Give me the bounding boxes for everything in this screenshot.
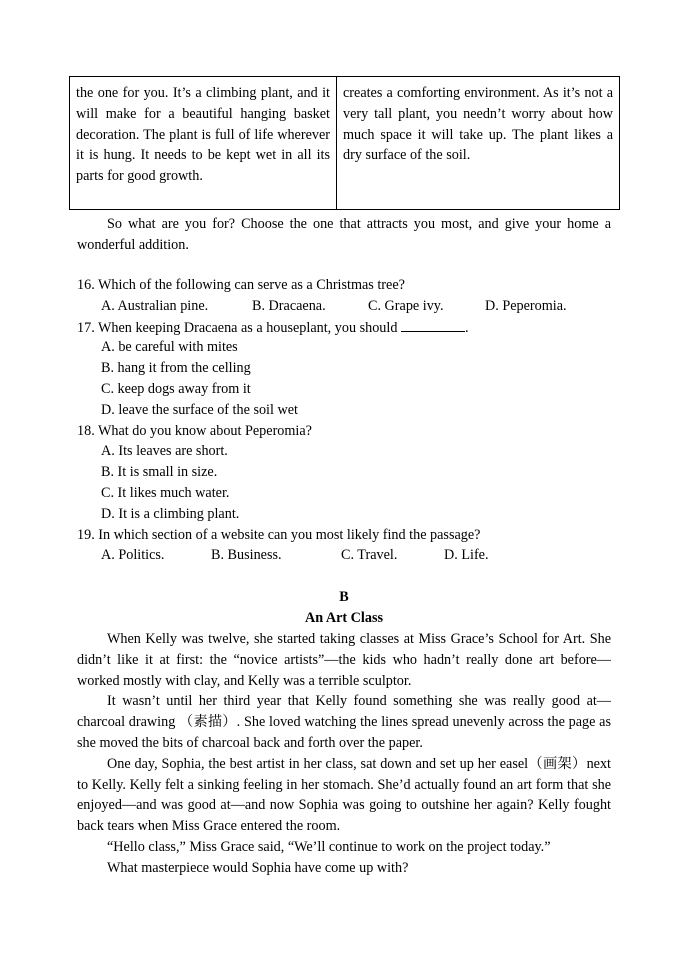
question-18-option-a: A. Its leaves are short.	[101, 443, 228, 460]
question-17-option-b: B. hang it from the celling	[101, 360, 251, 377]
question-17-stem-end: .	[465, 319, 469, 336]
question-16-option-c: C. Grape ivy.	[368, 297, 444, 314]
question-19-option-d: D. Life.	[444, 547, 489, 564]
question-16-stem: 16. Which of the following can serve as a Christmas tree?	[77, 277, 405, 293]
question-17-option-d: D. leave the surface of the soil wet	[101, 401, 298, 418]
story-paragraph: One day, Sophia, the best artist in her class, sat down and set up her easel（画架）next to Kelly. Kelly felt a sinking feeling in her stomach. She’d actually found an art form that she enjoyed—and was good at—and now Sophia was going to outshine her again? Kelly fought back tears when Miss Grace entered the room.	[77, 755, 611, 835]
story-paragraph: When Kelly was twelve, she started taking classes at Miss Grace’s School for Art. She didn’t like it at first: the “novice artists”—the kids who hadn’t really done art before—worked mostly with clay, and Kelly was a terrible sculptor.	[77, 631, 611, 689]
question-18-option-c: C. It likes much water.	[101, 484, 230, 501]
table-cell-left	[70, 77, 337, 209]
story-paragraph: What masterpiece would Sophia have come up with?	[107, 859, 409, 876]
question-16-option-b: B. Dracaena.	[252, 297, 326, 314]
question-19-options	[101, 545, 617, 566]
table-cell-right-text: creates a comforting environment. As it’s not a very tall plant, you needn’t worry about how much space it will take up. The plant likes a dry surface of the soil.	[343, 85, 613, 164]
question-list	[77, 275, 617, 566]
question-17-stem-line	[77, 317, 617, 338]
section-letter: B	[339, 589, 349, 605]
question-19-option-c: C. Travel.	[341, 547, 398, 564]
story-passage	[77, 629, 611, 879]
table-cell-right	[337, 77, 619, 209]
story-paragraph: It wasn’t until her third year that Kelly found something she was really good at—charcoal drawing （素描）. She loved watching the lines spread unevenly across the page as she moved the bits of charcoal back and forth over the paper.	[77, 693, 611, 751]
question-17-stem: 17. When keeping Dracaena as a houseplant, you should	[77, 319, 398, 336]
closing-paragraph: So what are you for? Choose the one that attracts you most, and give your home a wonderful addition.	[77, 216, 611, 253]
question-18-option-b: B. It is small in size.	[101, 464, 218, 481]
answer-blank	[401, 317, 465, 332]
plant-description-table	[69, 76, 620, 210]
question-16-options	[101, 296, 617, 317]
table-cell-left-text: the one for you. It’s a climbing plant, and it will make for a beautiful hanging basket decoration. The plant is full of life wherever it is hung. It needs to be kept wet in all its parts for good growth.	[76, 85, 330, 185]
question-19-option-b: B. Business.	[211, 547, 282, 564]
question-16-option-a: A. Australian pine.	[101, 297, 209, 314]
question-19-option-a: A. Politics.	[101, 547, 165, 564]
question-17-option-a: A. be careful with mites	[101, 339, 238, 356]
question-18-stem: 18. What do you know about Peperomia?	[77, 422, 312, 439]
question-16-option-d: D. Peperomia.	[485, 297, 567, 314]
question-19-stem: 19. In which section of a website can you most likely find the passage?	[77, 526, 481, 543]
question-18-option-d: D. It is a climbing plant.	[101, 505, 240, 522]
story-paragraph: “Hello class,” Miss Grace said, “We’ll continue to work on the project today.”	[107, 838, 551, 855]
question-17-option-c: C. keep dogs away from it	[101, 380, 251, 397]
section-title: An Art Class	[304, 610, 384, 626]
